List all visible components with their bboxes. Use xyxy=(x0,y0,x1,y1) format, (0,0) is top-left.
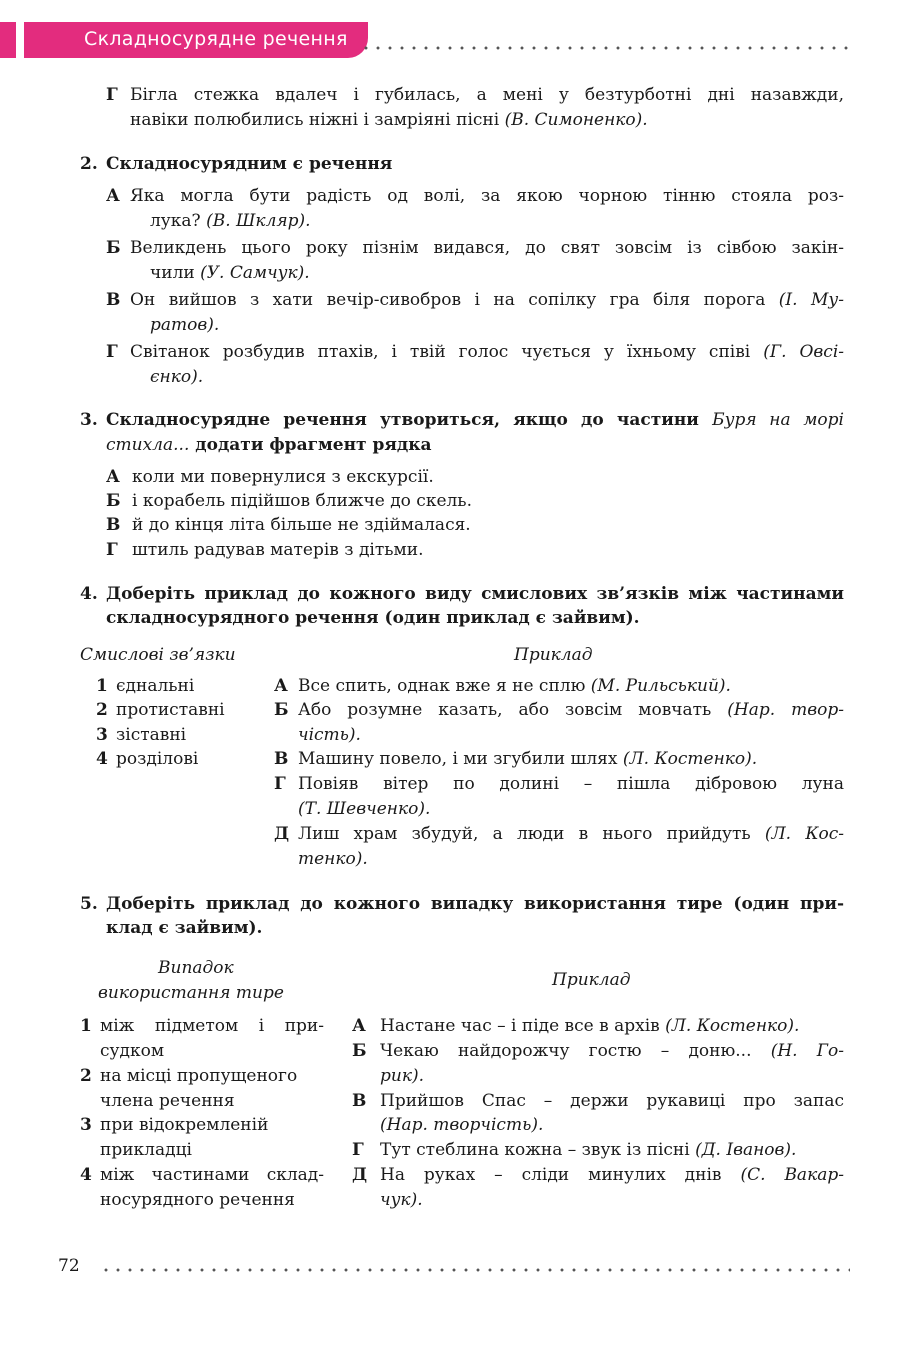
q3-option-d-text: штиль радував матерів з дітьми. xyxy=(132,540,424,560)
q5-example-e-line1: На руках – сліди минулих днів (С. Вакар- xyxy=(380,1165,844,1185)
q5-example-b-line1: Чекаю найдорожчу гостю – доню... (Н. Го- xyxy=(380,1041,844,1061)
q4-prompt-line2: складносурядного речення (один приклад є зайвим). xyxy=(106,608,640,628)
q2-option-c-line2: ратов). xyxy=(150,315,220,335)
q4-example-d-letter: Г xyxy=(274,774,286,794)
q5-item-1-line1: між підметом і при- xyxy=(100,1016,324,1036)
q5-example-e-line2: чук). xyxy=(380,1190,423,1210)
q2-option-b-line2: чили (У. Самчук). xyxy=(150,263,310,283)
q5-column-header-right: Приклад xyxy=(552,970,631,990)
q4-prompt-line1: Доберіть приклад до кожного виду смислових зв’язків між частинами xyxy=(106,584,844,604)
q4-example-b-line2: чість). xyxy=(298,725,361,745)
q5-example-c-line2: (Нар. творчість). xyxy=(380,1115,544,1135)
q5-item-3-line1: при відокремленій xyxy=(100,1115,269,1135)
q4-example-e-line2: тенко). xyxy=(298,849,368,869)
q3-number: 3. xyxy=(80,410,98,430)
q5-item-2-line1: на місці пропущеного xyxy=(100,1066,298,1086)
q4-item-3-num: 3 xyxy=(96,725,108,745)
q3-option-a-letter: А xyxy=(106,467,120,487)
q5-example-a-letter: А xyxy=(352,1016,366,1036)
page-header-title: Складносурядне речення xyxy=(84,28,348,50)
q5-example-c-line1: Прийшов Спас – держи рукавиці про запас xyxy=(380,1091,844,1111)
q2-option-d-letter: Г xyxy=(106,342,118,362)
footer-dotted-rule xyxy=(100,1268,850,1272)
q4-example-e-line1: Лиш храм збудуй, а люди в нього прийдуть (Л. Кос- xyxy=(298,824,844,844)
q5-item-4-line2: носурядного речення xyxy=(100,1190,295,1210)
q4-example-e-letter: Д xyxy=(274,824,290,844)
q5-column-header-left-line2: використання тире xyxy=(98,983,284,1003)
q4-example-a-line1: Все спить, однак вже я не сплю (М. Рильський). xyxy=(298,676,731,696)
q3-option-b-letter: Б xyxy=(106,491,121,511)
q5-item-3-line2: прикладці xyxy=(100,1140,192,1160)
q4-item-2-text: протиставні xyxy=(116,700,225,720)
page-number: 72 xyxy=(58,1256,80,1276)
q3-prompt-line2: стихла... додати фрагмент рядка xyxy=(106,435,432,455)
q5-example-b-line2: рик). xyxy=(380,1066,425,1086)
q2-option-a-letter: А xyxy=(106,186,120,206)
q3-option-a-text: коли ми повернулися з екскурсії. xyxy=(132,467,434,487)
q2-option-c-letter: В xyxy=(106,290,121,310)
q4-column-header-left: Смислові зв’язки xyxy=(80,645,236,665)
q5-item-4-line1: між частинами склад- xyxy=(100,1165,324,1185)
q4-item-1-text: єднальні xyxy=(116,676,195,696)
q5-item-4-num: 4 xyxy=(80,1165,92,1185)
q1-option-text-line2: навіки полюбились ніжні і замріяні пісні (В. Симоненко). xyxy=(130,110,648,130)
q1-option-letter: Г xyxy=(106,85,118,105)
q4-number: 4. xyxy=(80,584,98,604)
q3-option-d-letter: Г xyxy=(106,540,118,560)
q2-number: 2. xyxy=(80,154,98,174)
q5-example-c-letter: В xyxy=(352,1091,367,1111)
q4-item-3-text: зіставні xyxy=(116,725,187,745)
q2-option-a-line2: лука? (В. Шкляр). xyxy=(150,211,311,231)
q2-option-d-line1: Світанок розбудив птахів, і твій голос чується у їхньому співі (Г. Овсі- xyxy=(130,342,844,362)
q3-option-c-text: й до кінця літа більше не здіймалася. xyxy=(132,515,471,535)
q4-example-d-line1: Повіяв вітер по долині – пішла дібровою луна xyxy=(298,774,844,794)
header-dotted-rule xyxy=(360,46,850,50)
q5-item-2-num: 2 xyxy=(80,1066,92,1086)
q4-item-2-num: 2 xyxy=(96,700,108,720)
q3-prompt-line1: Складносурядне речення утвориться, якщо до частини Буря на морі xyxy=(106,410,844,430)
q1-option-text-line1: Бігла стежка вдалеч і губилась, а мені у безтурботні дні назавжди, xyxy=(130,85,844,105)
q5-number: 5. xyxy=(80,894,98,914)
q2-option-b-letter: Б xyxy=(106,238,121,258)
q5-example-b-letter: Б xyxy=(352,1041,367,1061)
q2-option-b-line1: Великдень цього року пізнім видався, до свят зовсім із сівбою закін- xyxy=(130,238,844,258)
q4-item-1-num: 1 xyxy=(96,676,108,696)
q5-example-d-letter: Г xyxy=(352,1140,364,1160)
q5-item-1-line2: судком xyxy=(100,1041,165,1061)
header-accent-stripe xyxy=(0,22,16,58)
q5-example-d-line1: Тут стеблина кожна – звук із пісні (Д. Іванов). xyxy=(380,1140,797,1160)
q5-item-1-num: 1 xyxy=(80,1016,92,1036)
q3-option-b-text: і корабель підійшов ближче до скель. xyxy=(132,491,472,511)
q2-option-a-line1: Яка могла бути радість од волі, за якою чорною тінню стояла роз- xyxy=(130,186,844,206)
q4-column-header-right: Приклад xyxy=(514,645,593,665)
q2-prompt: Складносурядним є речення xyxy=(106,154,393,174)
q5-prompt-line2: клад є зайвим). xyxy=(106,918,263,938)
q3-option-c-letter: В xyxy=(106,515,121,535)
q2-option-c-line1: Он вийшов з хати вечір-сивобров і на сопілку гра біля порога (І. Му- xyxy=(130,290,844,310)
q2-option-d-line2: єнко). xyxy=(150,367,204,387)
q4-example-b-letter: Б xyxy=(274,700,289,720)
q5-prompt-line1: Доберіть приклад до кожного випадку використання тире (один при- xyxy=(106,894,844,914)
q5-item-3-num: 3 xyxy=(80,1115,92,1135)
q4-item-4-num: 4 xyxy=(96,749,108,769)
q4-example-c-letter: В xyxy=(274,749,289,769)
q4-example-a-letter: А xyxy=(274,676,288,696)
q5-column-header-left-line1: Випадок xyxy=(158,958,234,978)
q5-example-a-line1: Настане час – і піде все в архів (Л. Костенко). xyxy=(380,1016,800,1036)
q4-example-b-line1: Або розумне казать, або зовсім мовчать (Нар. твор- xyxy=(298,700,844,720)
q5-example-e-letter: Д xyxy=(352,1165,368,1185)
q4-item-4-text: розділові xyxy=(116,749,199,769)
q4-example-d-line2: (Т. Шевченко). xyxy=(298,799,431,819)
q4-example-c-line1: Машину повело, і ми згубили шлях (Л. Костенко). xyxy=(298,749,758,769)
q5-item-2-line2: члена речення xyxy=(100,1091,235,1111)
